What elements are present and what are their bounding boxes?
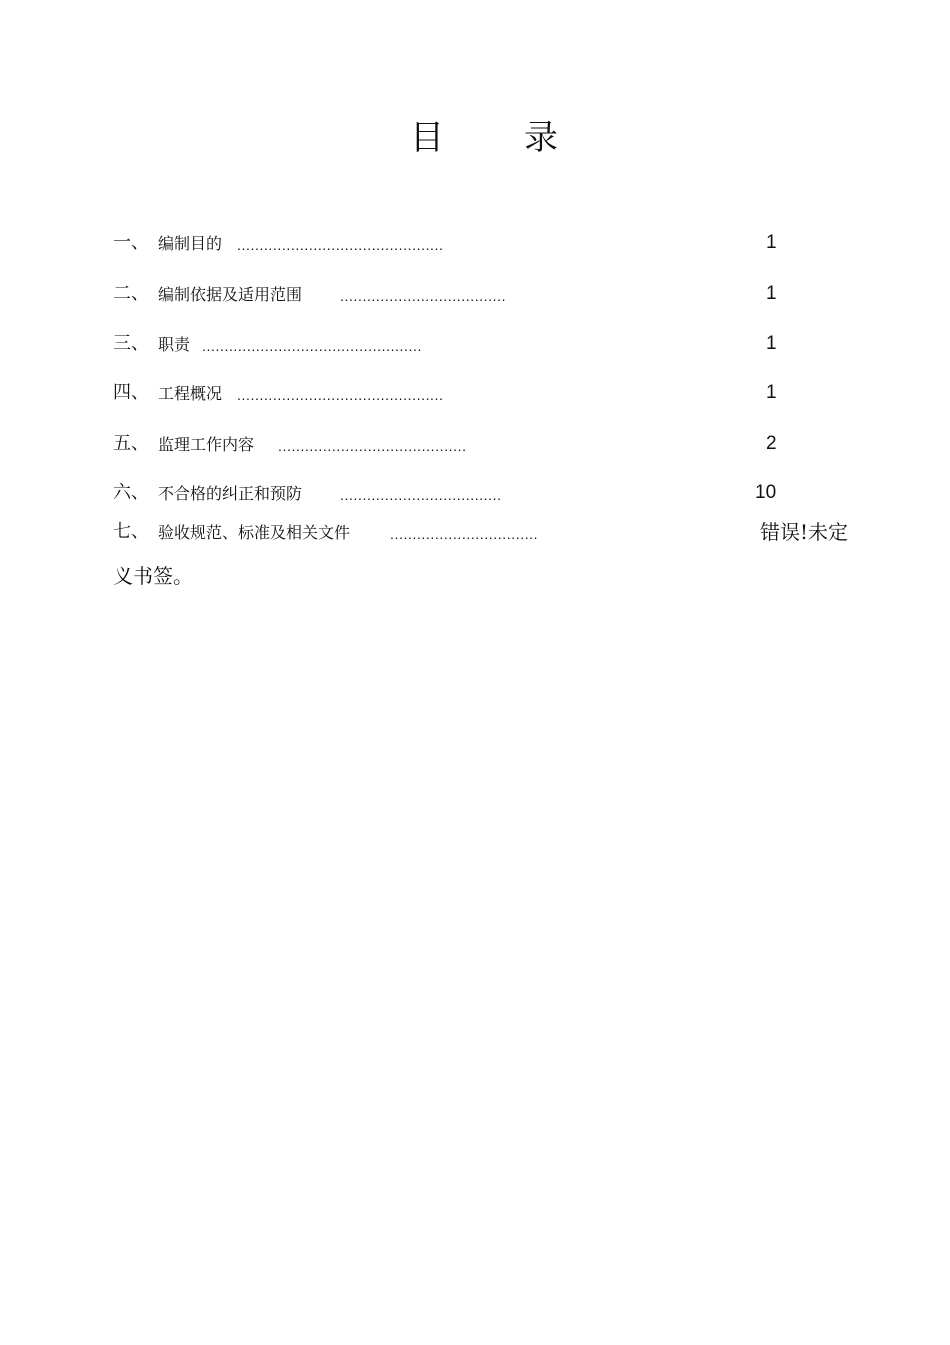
toc-page-number: 1 [766, 283, 777, 304]
toc-entry-label: 职责 [158, 335, 191, 354]
toc-entry-5[interactable] [113, 432, 873, 458]
toc-entry-6[interactable] [113, 481, 873, 507]
title-char-2: 录 [524, 118, 558, 158]
title-char-1: 目 [410, 118, 444, 158]
toc-leader-dots: .......................................... [278, 438, 467, 454]
toc-page-number: 1 [766, 232, 777, 253]
toc-title [0, 118, 950, 162]
toc-leader-dots: ................................. [390, 526, 539, 542]
toc-entry-4[interactable] [113, 381, 873, 407]
toc-entry-number: 一、 [113, 232, 149, 253]
toc-entry-7[interactable] [113, 520, 873, 546]
toc-page-error: 错误!未定 [760, 520, 849, 544]
toc-entry-number: 七、 [113, 521, 149, 542]
toc-entry-3[interactable] [113, 332, 873, 358]
toc-page-number: 1 [766, 333, 777, 354]
toc-page-number: 2 [766, 433, 777, 454]
toc-entry-label: 工程概况 [158, 384, 223, 403]
toc-page-number: 1 [766, 382, 777, 403]
toc-entry-2[interactable] [113, 282, 873, 308]
toc-leader-dots: ..................................... [340, 288, 507, 304]
toc-page-number: 10 [755, 482, 777, 503]
toc-leader-dots: .................................... [340, 487, 502, 503]
toc-leader-dots: ................................................. [202, 338, 422, 354]
toc-entry-label: 编制目的 [158, 234, 223, 253]
toc-entry-label: 编制依据及适用范围 [158, 285, 303, 304]
toc-entry-label: 不合格的纠正和预防 [158, 484, 303, 503]
toc-leader-dots: .............................................. [237, 387, 444, 403]
toc-entry-label: 验收规范、标准及相关文件 [158, 523, 351, 542]
toc-entry-label: 监理工作内容 [158, 435, 255, 454]
toc-entry-number: 四、 [113, 382, 149, 403]
toc-entry-number: 六、 [113, 482, 149, 503]
toc-entry-number: 五、 [113, 433, 149, 454]
toc-entry-1[interactable] [113, 231, 873, 257]
toc-entry-number: 二、 [113, 283, 149, 304]
toc-leader-dots: .............................................. [237, 237, 444, 253]
toc-wrapped-text: 义书签。 [113, 564, 193, 588]
toc-entry-number: 三、 [113, 333, 149, 354]
